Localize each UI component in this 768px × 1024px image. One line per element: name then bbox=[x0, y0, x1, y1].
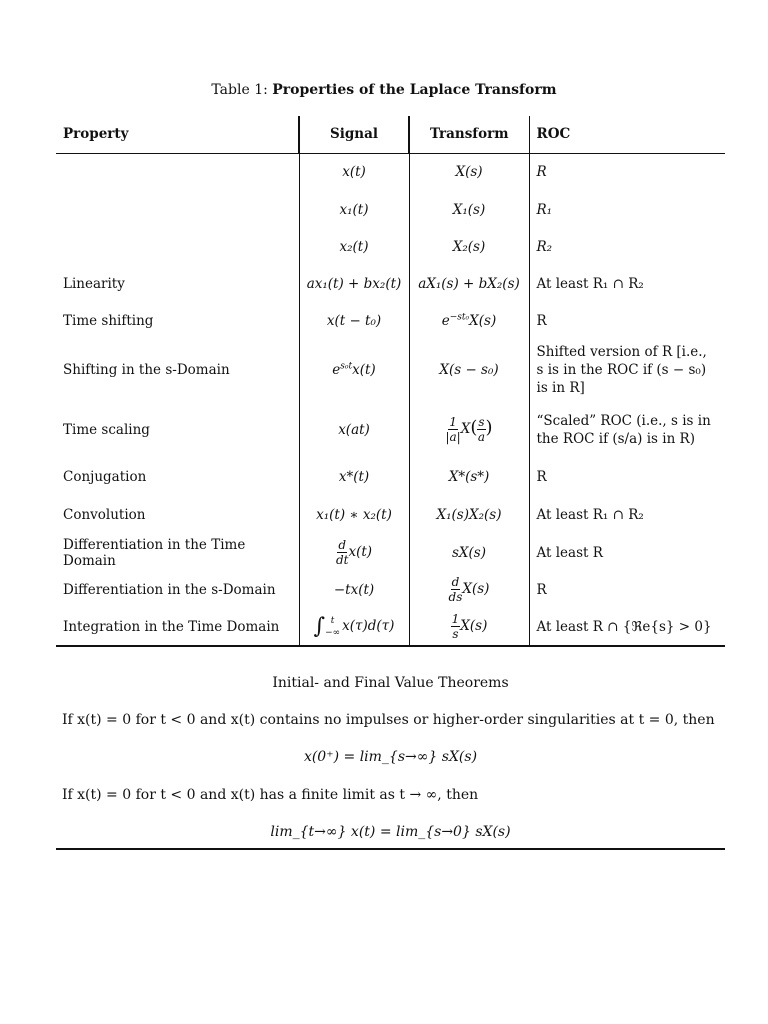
table-row bbox=[56, 153, 725, 191]
cell-transform: $\frac{1}{|a|}$ X( $\frac{s}{a}$ ) bbox=[409, 401, 529, 458]
cell-roc: At least R₁ ∩ R₂ bbox=[536, 275, 644, 292]
cell-roc: R bbox=[536, 581, 547, 598]
transform-time-shift: $e^{-st_0}X(s)$ bbox=[441, 312, 497, 329]
cell-signal: ∫ t −∞ x(τ)d(τ) bbox=[299, 608, 409, 646]
cell-transform: $\frac{1}{s}$ X(s) bbox=[409, 608, 529, 646]
caption-prefix: Table 1: bbox=[211, 82, 268, 98]
cell-property: Convolution bbox=[63, 507, 146, 523]
cell-signal: x₁(t) ∗ x₂(t) bbox=[299, 496, 409, 534]
table-row bbox=[56, 191, 725, 228]
table-row bbox=[56, 401, 725, 458]
table-row bbox=[56, 608, 725, 646]
cell-transform bbox=[409, 302, 529, 339]
cell-property: Conjugation bbox=[63, 469, 147, 485]
theorems-title: Initial- and Final Value Theorems bbox=[272, 675, 509, 691]
bottom-rule bbox=[56, 848, 725, 850]
cell-transform: X(s − s₀) bbox=[409, 339, 529, 401]
cell-signal: x*(t) bbox=[299, 458, 409, 496]
cell-signal: ax₁(t) + bx₂(t) bbox=[299, 265, 409, 302]
cell-transform: sX(s) bbox=[409, 534, 529, 571]
signal-s-shift: $e^{s_0t}x(t)$ bbox=[332, 361, 376, 379]
table-row bbox=[56, 534, 725, 571]
table-row bbox=[56, 458, 725, 496]
table-header-row bbox=[56, 116, 725, 153]
cell-transform: $\frac{d}{ds}$ X(s) bbox=[409, 571, 529, 608]
fraction-d-ds: $\frac{d}{ds}$ bbox=[448, 575, 463, 604]
caption-title: Properties of the Laplace Transform bbox=[272, 82, 557, 98]
cell-roc: At least R ∩ {ℜe{s} > 0} bbox=[529, 608, 725, 646]
fraction-d-dt: $\frac{d}{dt}$ bbox=[335, 538, 349, 567]
cell-roc: R₁ bbox=[536, 201, 553, 218]
header-property: Property bbox=[56, 116, 299, 153]
laplace-properties-table bbox=[56, 116, 725, 647]
cell-roc: At least R bbox=[536, 544, 603, 561]
table-row bbox=[56, 339, 725, 401]
fraction-one-over-abs-a: $\frac{1}{|a|}$ bbox=[445, 415, 461, 444]
cell-transform: X(s) bbox=[409, 153, 529, 191]
cell-roc: R₂ bbox=[536, 238, 553, 255]
table-row bbox=[56, 228, 725, 265]
cell-property bbox=[56, 228, 299, 265]
table-row bbox=[56, 571, 725, 608]
final-value-formula: lim_{t→∞} x(t) = lim_{s→0} sX(s) bbox=[270, 824, 511, 840]
cell-property: Time shifting bbox=[63, 312, 154, 329]
cell-signal: x₁(t) bbox=[299, 191, 409, 228]
table-caption bbox=[0, 80, 768, 100]
cell-signal: x(at) bbox=[299, 401, 409, 458]
cell-roc: R bbox=[536, 164, 547, 181]
cell-property: Differentiation in the s-Domain bbox=[63, 581, 276, 598]
cell-transform: aX₁(s) + bX₂(s) bbox=[409, 265, 529, 302]
fraction-s-over-a: $\frac{s}{a}$ bbox=[477, 415, 485, 444]
fraction-one-over-s: $\frac{1}{s}$ bbox=[451, 612, 460, 641]
cell-property: Linearity bbox=[63, 275, 125, 292]
cell-signal: −tx(t) bbox=[299, 571, 409, 608]
table-row bbox=[56, 302, 725, 339]
cell-transform: X*(s*) bbox=[409, 458, 529, 496]
cell-signal bbox=[299, 339, 409, 401]
cell-roc: “Scaled” ROC (i.e., s is in the ROC if (s/a) is in R) bbox=[536, 412, 711, 447]
initial-value-condition: If x(t) = 0 for t < 0 and x(t) contains no impulses or higher-order singularities at t = 0, then bbox=[62, 712, 715, 728]
cell-transform: X₁(s)X₂(s) bbox=[409, 496, 529, 534]
cell-roc: R bbox=[536, 312, 547, 329]
cell-signal: x(t) bbox=[299, 153, 409, 191]
header-roc: ROC bbox=[529, 116, 725, 153]
cell-transform: X₁(s) bbox=[409, 191, 529, 228]
cell-property bbox=[56, 191, 299, 228]
initial-value-formula: x(0⁺) = lim_{s→∞} sX(s) bbox=[303, 749, 478, 765]
cell-property bbox=[56, 153, 299, 191]
cell-signal: x(t − t₀) bbox=[299, 302, 409, 339]
cell-signal: $\frac{d}{dt}$ x(t) bbox=[299, 534, 409, 571]
cell-signal: x₂(t) bbox=[299, 228, 409, 265]
table-row bbox=[56, 265, 725, 302]
cell-property: Integration in the Time Domain bbox=[56, 608, 299, 646]
header-transform: Transform bbox=[409, 116, 529, 153]
final-value-condition: If x(t) = 0 for t < 0 and x(t) has a finite limit as t → ∞, then bbox=[62, 787, 479, 803]
cell-transform: X₂(s) bbox=[409, 228, 529, 265]
header-signal: Signal bbox=[299, 116, 409, 153]
cell-property: Shifting in the s-Domain bbox=[63, 362, 230, 378]
integral-sign: ∫ bbox=[313, 614, 326, 639]
cell-roc: Shifted version of R [i.e., s is in the ROC if (s − s₀) is in R] bbox=[536, 344, 707, 396]
cell-roc: R bbox=[536, 469, 547, 485]
table-row bbox=[56, 496, 725, 534]
cell-property: Time scaling bbox=[63, 421, 150, 438]
cell-property: Differentiation in the Time Domain bbox=[63, 536, 246, 569]
cell-roc: At least R₁ ∩ R₂ bbox=[536, 507, 644, 523]
